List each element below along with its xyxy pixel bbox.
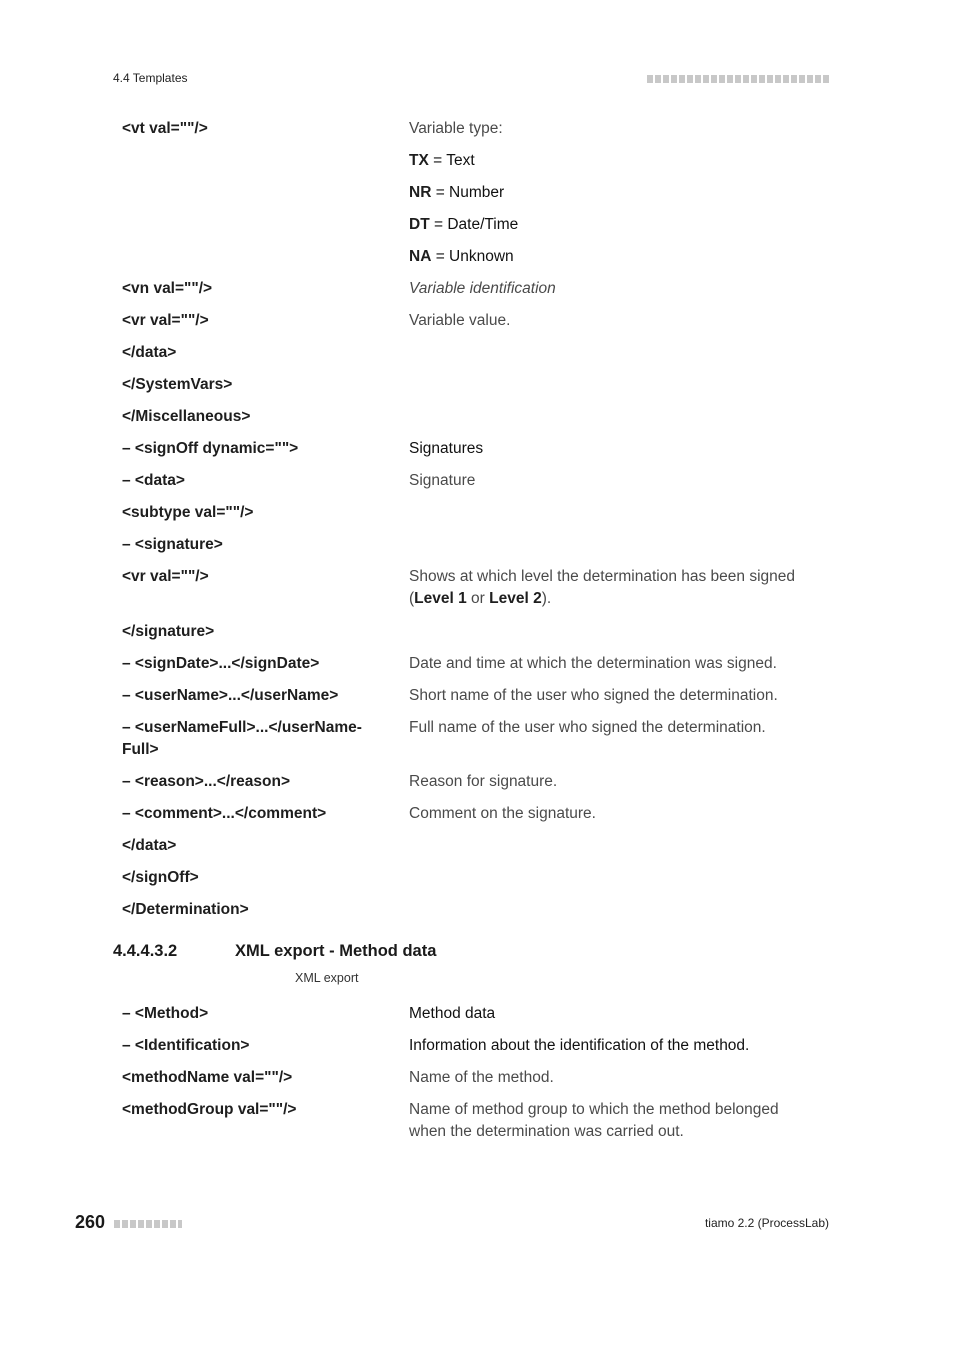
tag-description: NA = Unknown	[409, 248, 514, 265]
type-code: NR	[409, 184, 432, 201]
tag-description: Comment on the signature.	[409, 805, 596, 822]
xml-tag: – <signature>	[122, 536, 223, 553]
xml-tag: <methodGroup val=""/>	[122, 1101, 297, 1118]
tag-description: Signature	[409, 472, 476, 489]
level-1-text: Level 1	[414, 590, 467, 607]
tag-description: Short name of the user who signed the determination.	[409, 687, 778, 704]
tag-description: Name of method group to which the method belonged when the determination was carried out.	[409, 1101, 779, 1140]
xml-tag: – <userNameFull>...</userName- Full>	[122, 719, 362, 758]
tag-description: Reason for signature.	[409, 773, 558, 790]
xml-tag: <methodName val=""/>	[122, 1069, 293, 1086]
type-code: NA	[409, 248, 432, 265]
tag-description: Full name of the user who signed the determination.	[409, 719, 766, 736]
xml-tag: </SystemVars>	[122, 376, 233, 393]
footer-decoration	[114, 1220, 182, 1228]
section-subtitle: XML export	[295, 971, 359, 985]
tag-description: NR = Number	[409, 184, 505, 201]
xml-tag: <subtype val=""/>	[122, 504, 254, 521]
xml-tag: – <signDate>...</signDate>	[122, 655, 320, 672]
tag-description: Shows at which level the determination has been signed (Level 1 or Level 2).	[409, 568, 796, 607]
section-number: 4.4.4.3.2	[113, 942, 178, 960]
xml-tag: <vn val=""/>	[122, 280, 213, 297]
xml-tag: </signOff>	[122, 869, 199, 886]
tag-description: Information about the identification of the method.	[409, 1037, 750, 1054]
xml-tag: – <comment>...</comment>	[122, 805, 327, 822]
xml-tag: </Determination>	[122, 901, 249, 918]
xml-tag: <vt val=""/>	[122, 120, 208, 137]
tag-description: TX = Text	[409, 152, 475, 169]
tag-description: Date and time at which the determination was signed.	[409, 655, 777, 672]
xml-tag: – <signOff dynamic="">	[122, 440, 299, 457]
page-number: 260	[75, 1212, 106, 1232]
type-code: DT	[409, 216, 430, 233]
level-2-text: Level 2	[489, 590, 542, 607]
tag-description: Signatures	[409, 440, 484, 457]
tag-description: DT = Date/Time	[409, 216, 519, 233]
section-title: XML export - Method data	[235, 942, 437, 960]
xml-tag: – <userName>...</userName>	[122, 687, 339, 704]
tag-description: Method data	[409, 1005, 496, 1022]
xml-tag: <vr val=""/>	[122, 312, 209, 329]
tag-description: Variable type:	[409, 120, 503, 137]
xml-tag: – <Method>	[122, 1005, 209, 1022]
running-header-section: 4.4 Templates	[113, 71, 188, 85]
tag-description: Variable value.	[409, 312, 511, 329]
xml-tag: – <reason>...</reason>	[122, 773, 291, 790]
xml-tag: </signature>	[122, 623, 215, 640]
header-decoration	[647, 75, 830, 83]
xml-tag: </Miscellaneous>	[122, 408, 251, 425]
type-code: TX	[409, 152, 429, 169]
tag-description: Variable identification	[409, 280, 556, 297]
xml-tag: – <Identification>	[122, 1037, 250, 1054]
tag-description: Name of the method.	[409, 1069, 554, 1086]
xml-tag: </data>	[122, 837, 177, 854]
product-name: tiamo 2.2 (ProcessLab)	[704, 1216, 829, 1230]
xml-tag: </data>	[122, 344, 177, 361]
xml-tag: <vr val=""/>	[122, 568, 209, 585]
xml-tag: – <data>	[122, 472, 185, 489]
